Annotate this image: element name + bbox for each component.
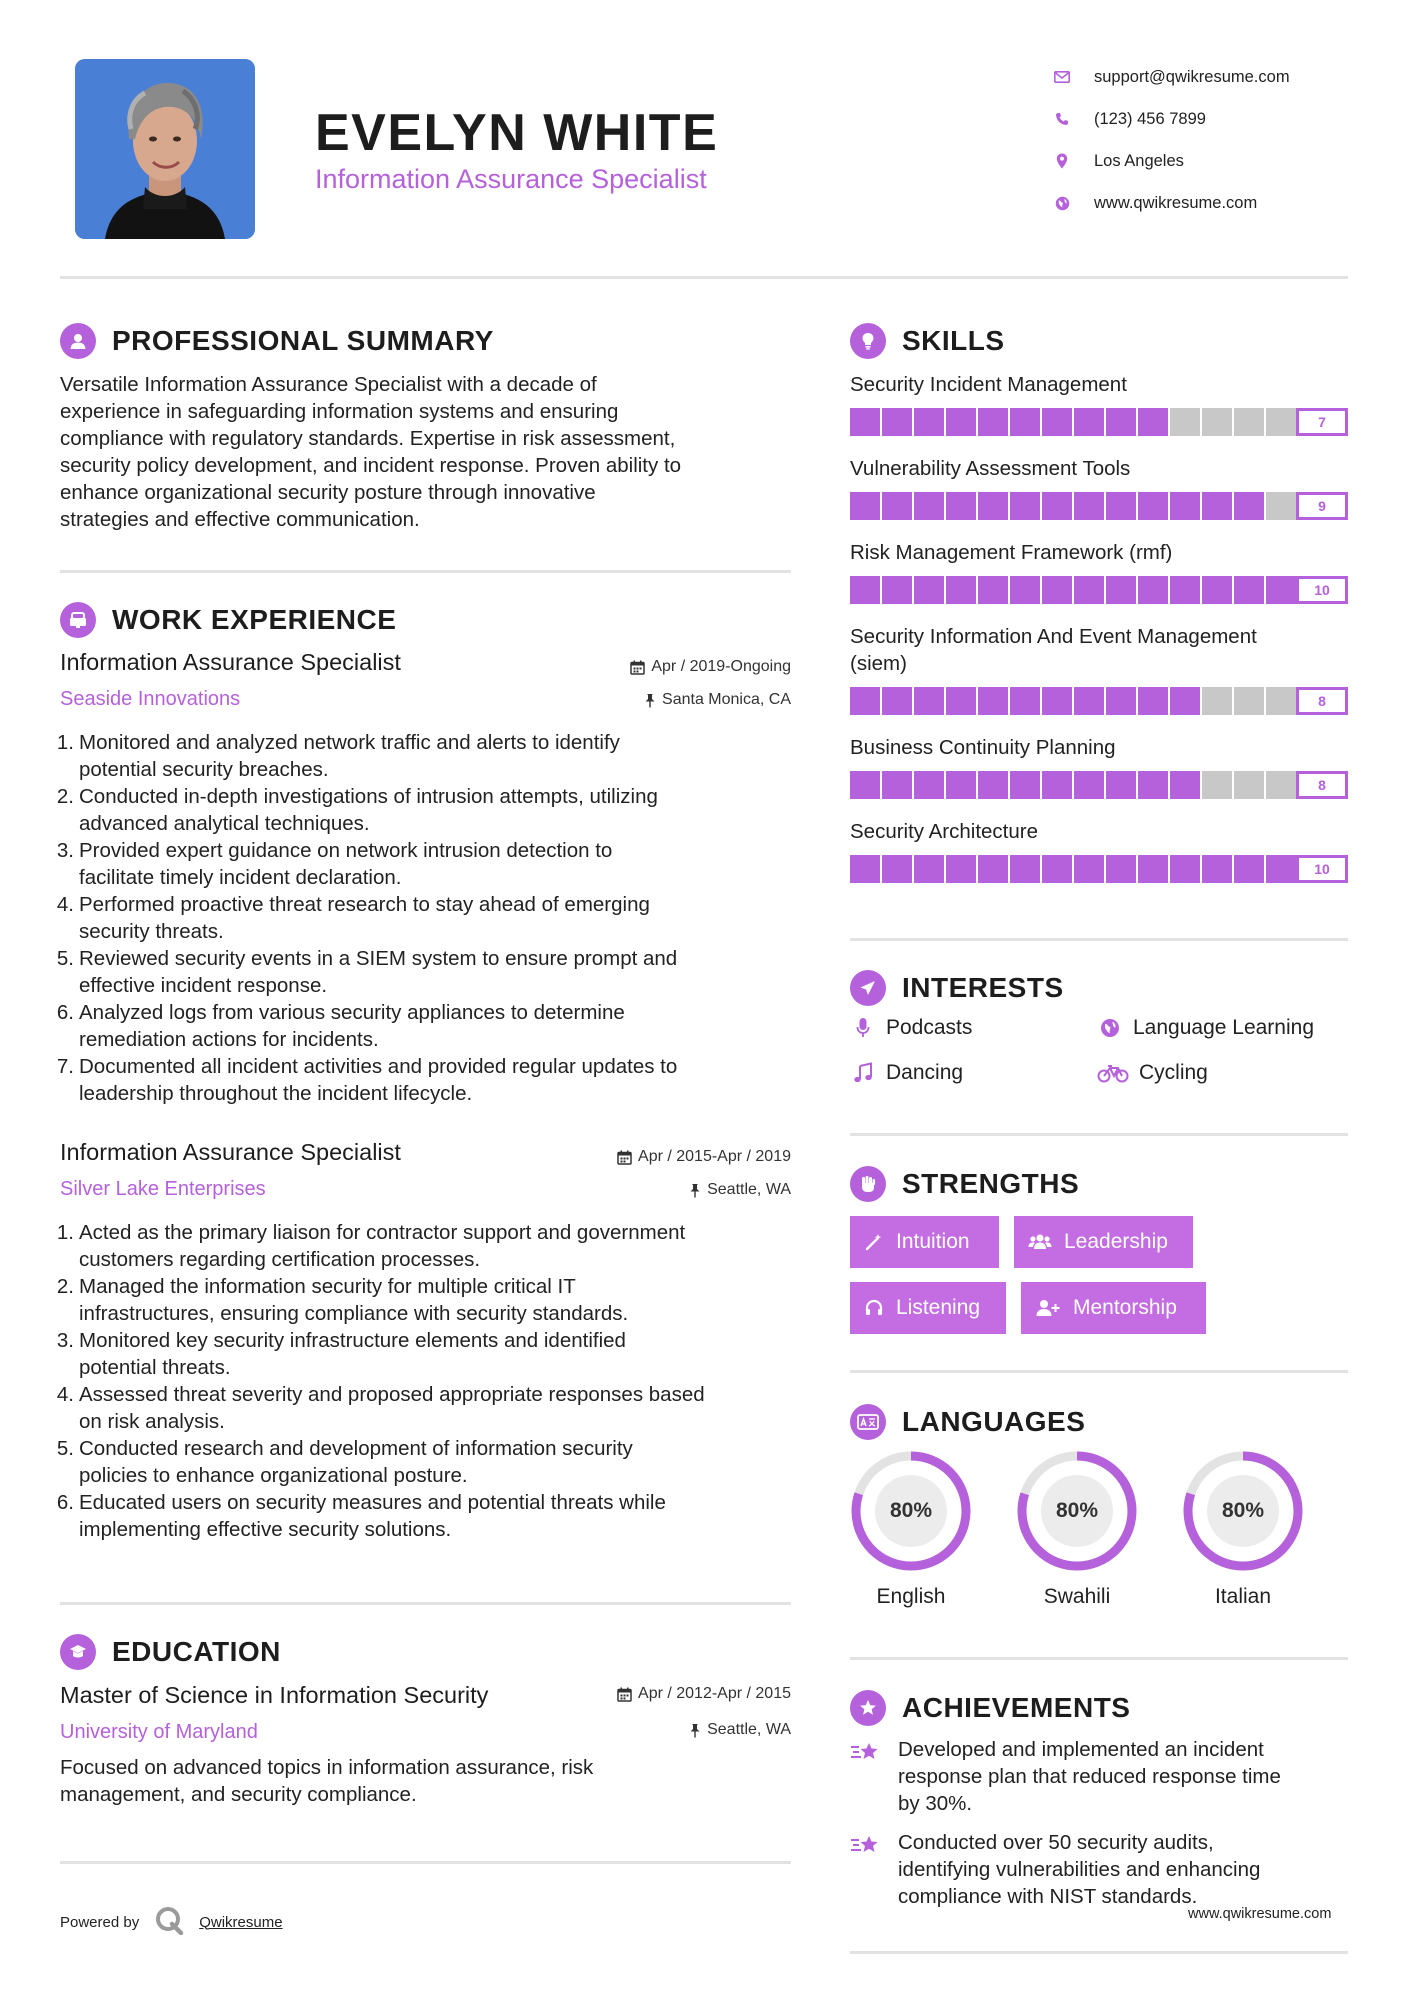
skill-bar-segment xyxy=(978,855,1010,883)
skill-bar-segment xyxy=(1234,408,1266,436)
education-dates-text: Apr / 2012-Apr / 2015 xyxy=(638,1685,791,1702)
list-item: 1. Acted as the primary liaison for contractor support and government customers regarding certification processes. xyxy=(56,1221,686,1271)
skill-bar-segment xyxy=(882,576,914,604)
degree-title: Master of Science in Information Security xyxy=(60,1682,489,1708)
skill-bar-segment xyxy=(1202,687,1234,715)
footer-website[interactable]: www.qwikresume.com xyxy=(1188,1906,1332,1922)
summary-line: compliance with regulatory standards. Expertise in risk assessment, xyxy=(60,427,676,450)
achievement-line: identifying vulnerabilities and enhancing xyxy=(898,1858,1261,1881)
summary-title: PROFESSIONAL SUMMARY xyxy=(112,325,494,356)
skill-bar-segment xyxy=(1266,771,1298,799)
job-dates xyxy=(520,1148,791,1166)
skill-bar-segment xyxy=(1138,687,1170,715)
skill-bar-segment xyxy=(1074,687,1106,715)
skill-bar-segment xyxy=(978,576,1010,604)
skill-bar-segment xyxy=(1074,492,1106,520)
skill-bar-segment xyxy=(1170,687,1202,715)
list-item: 6. Analyzed logs from various security appliances to determine remediation actions for incidents. xyxy=(56,1001,625,1051)
envelope-icon xyxy=(1050,65,1074,89)
section-divider xyxy=(60,1861,791,1864)
education-dates xyxy=(520,1685,791,1703)
skill-bar-segment xyxy=(1266,408,1298,436)
skill-score: 7 xyxy=(1296,408,1348,436)
list-item: 7. Documented all incident activities and provided regular updates to leadership throughout the incident lifecycle. xyxy=(56,1055,678,1105)
skill-bar-segment xyxy=(1170,771,1202,799)
interest-label: Language Learning xyxy=(1133,1016,1315,1039)
skill-bar-segment xyxy=(1266,855,1298,883)
skill-level-bar xyxy=(850,492,1298,520)
skill-bar-segment xyxy=(1202,408,1234,436)
skill-bar-segment xyxy=(1234,687,1266,715)
skill-name xyxy=(850,734,1348,761)
education-description xyxy=(60,1754,800,1808)
skill-name-line: Business Continuity Planning xyxy=(850,736,1116,759)
education-location-text: Seattle, WA xyxy=(707,1721,791,1738)
fist-icon xyxy=(850,1166,886,1202)
skill-name-line: Vulnerability Assessment Tools xyxy=(850,457,1131,480)
language-percent: 80% xyxy=(889,1499,933,1522)
skill-name xyxy=(850,455,1348,482)
contact-email[interactable] xyxy=(1050,56,1380,98)
skill-name xyxy=(850,818,1348,845)
strength-label: Intuition xyxy=(896,1230,970,1253)
education-line: management, and security compliance. xyxy=(60,1783,417,1806)
skill-score: 8 xyxy=(1296,687,1348,715)
list-item: 3. Provided expert guidance on network intrusion detection to facilitate timely incident declaration. xyxy=(56,839,613,889)
paper-plane-icon xyxy=(850,970,886,1006)
skill-name-line: Security Information And Event Management xyxy=(850,625,1257,648)
skill-bar-segment xyxy=(1042,492,1074,520)
skill-name-line: Security Architecture xyxy=(850,820,1038,843)
achievement-line: response plan that reduced response time xyxy=(898,1765,1281,1788)
section-divider xyxy=(850,1133,1348,1136)
interest-label: Dancing xyxy=(886,1061,964,1084)
skill-bar-segment xyxy=(1042,771,1074,799)
interests-heading xyxy=(850,970,1064,1006)
skill-bar-segment xyxy=(1138,408,1170,436)
skill-bar-segment xyxy=(882,687,914,715)
summary-heading xyxy=(60,323,494,359)
user-plus-icon xyxy=(1035,1298,1061,1318)
skill-bar-segment xyxy=(1010,771,1042,799)
skill-name xyxy=(850,371,1348,398)
portrait-photo xyxy=(75,59,255,239)
skill-bar-segment xyxy=(882,771,914,799)
microphone-icon xyxy=(850,1017,876,1039)
skill-bar-segment xyxy=(1266,576,1298,604)
interests-title: INTERESTS xyxy=(902,972,1064,1003)
globe-icon xyxy=(1097,1018,1123,1038)
section-divider xyxy=(850,1370,1348,1373)
skill-bar-segment xyxy=(1010,576,1042,604)
skill-bar-segment xyxy=(946,771,978,799)
skill-bar-segment xyxy=(1010,855,1042,883)
strength-tag xyxy=(1014,1216,1193,1268)
skill-bar-segment xyxy=(850,492,882,520)
lightbulb-icon xyxy=(850,323,886,359)
skill-bar-segment xyxy=(1106,492,1138,520)
header-divider xyxy=(60,276,1348,279)
skill-bar-segment xyxy=(1106,855,1138,883)
strengths-heading xyxy=(850,1166,1079,1202)
skill-bar-segment xyxy=(1170,576,1202,604)
skill-bar-segment xyxy=(850,687,882,715)
skill-bar-segment xyxy=(1234,855,1266,883)
skill-level-bar xyxy=(850,408,1298,436)
language-percent: 80% xyxy=(1055,1499,1099,1522)
skill-bar-segment xyxy=(914,687,946,715)
music-note-icon xyxy=(850,1062,876,1084)
skill-bar-segment xyxy=(1234,492,1266,520)
language-percent: 80% xyxy=(1221,1499,1265,1522)
skill-score: 10 xyxy=(1296,855,1348,883)
skill-bar-segment xyxy=(978,771,1010,799)
job-dates-text: Apr / 2019-Ongoing xyxy=(651,658,791,675)
skill-bar-segment xyxy=(1106,687,1138,715)
summary-line: security policy development, and incident response. Proven ability to xyxy=(60,454,682,477)
user-icon xyxy=(60,323,96,359)
qwikresume-logo-icon xyxy=(153,1905,185,1939)
skill-score: 10 xyxy=(1296,576,1348,604)
education-line: Focused on advanced topics in information assurance, risk xyxy=(60,1756,594,1779)
skill-bar-segment xyxy=(1010,408,1042,436)
powered-by-label: Powered by xyxy=(60,1913,140,1931)
contact-location-text: Los Angeles xyxy=(1094,151,1184,170)
achievement-item xyxy=(850,1736,1281,1817)
skill-name xyxy=(850,539,1348,566)
skill-bar-segment xyxy=(914,855,946,883)
skill-level-bar xyxy=(850,576,1298,604)
job-company: Silver Lake Enterprises xyxy=(60,1178,266,1200)
skill-bar-segment xyxy=(946,576,978,604)
languages-title: LANGUAGES xyxy=(902,1406,1086,1437)
skill-bar-segment xyxy=(1170,492,1202,520)
strength-tag xyxy=(850,1282,1006,1334)
skill-bar-segment xyxy=(882,408,914,436)
skill-bar-segment xyxy=(914,771,946,799)
section-divider xyxy=(850,938,1348,941)
strength-tag xyxy=(1021,1282,1206,1334)
job-dates xyxy=(520,658,791,676)
job-location xyxy=(520,691,791,709)
summary-line: experience in safeguarding information systems and ensuring xyxy=(60,400,619,423)
pushpin-icon xyxy=(689,1723,701,1738)
skill-bar-segment xyxy=(1042,855,1074,883)
contact-email-text: support@qwikresume.com xyxy=(1094,67,1290,86)
powered-by xyxy=(60,1905,283,1939)
contact-phone-text: (123) 456 7899 xyxy=(1094,109,1206,128)
job-location-text: Seattle, WA xyxy=(707,1181,791,1198)
skill-bar-segment xyxy=(1170,855,1202,883)
skill-bar-segment xyxy=(946,492,978,520)
skill-bar-segment xyxy=(978,687,1010,715)
contact-website[interactable] xyxy=(1050,182,1380,224)
section-divider xyxy=(60,570,791,573)
phone-icon xyxy=(1050,107,1074,131)
skill-bar-segment xyxy=(978,408,1010,436)
skill-bar-segment xyxy=(1106,408,1138,436)
interest-label: Podcasts xyxy=(886,1016,973,1039)
skill-bar-segment xyxy=(882,855,914,883)
skill-bar-segment xyxy=(1266,687,1298,715)
skill-bar-segment xyxy=(1234,576,1266,604)
list-item: 4. Performed proactive threat research to stay ahead of emerging security threats. xyxy=(56,893,650,943)
users-icon xyxy=(1028,1232,1052,1252)
summary-line: strategies and effective communication. xyxy=(60,508,420,531)
list-item: 6. Educated users on security measures and potential threats while implementing effective security solutions. xyxy=(56,1491,666,1541)
skill-bar-segment xyxy=(850,576,882,604)
skill-bar-segment xyxy=(1010,492,1042,520)
education-heading xyxy=(60,1634,281,1670)
job-title: Information Assurance Specialist xyxy=(60,1139,401,1165)
interest-item xyxy=(850,1061,963,1085)
skill-bar-segment xyxy=(1042,408,1074,436)
section-divider xyxy=(60,1602,791,1605)
achievement-item xyxy=(850,1829,1260,1910)
job-company: Seaside Innovations xyxy=(60,688,241,710)
job-duties xyxy=(55,729,805,1107)
school-name: University of Maryland xyxy=(60,1721,258,1743)
job-location-text: Santa Monica, CA xyxy=(662,691,791,708)
skill-bar-segment xyxy=(946,855,978,883)
job-duties xyxy=(55,1219,805,1543)
achievement-line: compliance with NIST standards. xyxy=(898,1885,1198,1908)
skill-level-bar xyxy=(850,771,1298,799)
work-heading xyxy=(60,602,396,638)
summary-text xyxy=(60,371,800,533)
education-location xyxy=(520,1721,791,1739)
skill-bar-segment xyxy=(1202,492,1234,520)
skill-name-line: Risk Management Framework (rmf) xyxy=(850,541,1173,564)
briefcase-icon xyxy=(60,602,96,638)
calendar-icon xyxy=(630,660,645,675)
skill-bar-segment xyxy=(1042,576,1074,604)
pushpin-icon xyxy=(644,693,656,708)
contact-list xyxy=(1050,56,1380,224)
job-location xyxy=(520,1181,791,1199)
bicycle-icon xyxy=(1097,1063,1129,1083)
skill-bar-segment xyxy=(1138,855,1170,883)
skill-bar-segment xyxy=(1266,492,1298,520)
section-divider xyxy=(850,1951,1348,1954)
skill-level-bar xyxy=(850,687,1298,715)
skills-heading xyxy=(850,323,1005,359)
list-item: 2. Managed the information security for multiple critical IT infrastructures, ensuring compliance with security standards. xyxy=(56,1275,629,1325)
skill-bar-segment xyxy=(882,492,914,520)
achievements-title: ACHIEVEMENTS xyxy=(902,1692,1131,1723)
star-badge-icon xyxy=(850,1690,886,1726)
contact-phone[interactable] xyxy=(1050,98,1380,140)
interest-label: Cycling xyxy=(1139,1061,1208,1084)
skill-name-line: Security Incident Management xyxy=(850,373,1127,396)
calendar-icon xyxy=(617,1150,632,1165)
skill-bar-segment xyxy=(914,492,946,520)
skill-bar-segment xyxy=(1106,771,1138,799)
skill-bar-segment xyxy=(978,492,1010,520)
skill-bar-segment xyxy=(850,408,882,436)
education-title: EDUCATION xyxy=(112,1636,281,1667)
skill-bar-segment xyxy=(1106,576,1138,604)
skill-bar-segment xyxy=(1170,408,1202,436)
skill-bar-segment xyxy=(850,771,882,799)
strengths-title: STRENGTHS xyxy=(902,1168,1080,1199)
contact-location xyxy=(1050,140,1380,182)
skill-level-bar xyxy=(850,855,1298,883)
skill-bar-segment xyxy=(1074,855,1106,883)
location-pin-icon xyxy=(1050,149,1074,173)
interest-item xyxy=(1097,1016,1314,1040)
skill-bar-segment xyxy=(1202,576,1234,604)
summary-line: Versatile Information Assurance Specialist with a decade of xyxy=(60,373,597,396)
skill-bar-segment xyxy=(1138,771,1170,799)
achievement-line: by 30%. xyxy=(898,1792,973,1815)
skill-bar-segment xyxy=(946,408,978,436)
skill-bar-segment xyxy=(914,408,946,436)
list-item: 1. Monitored and analyzed network traffic and alerts to identify potential security breaches. xyxy=(56,731,620,781)
skill-bar-segment xyxy=(946,687,978,715)
skill-score: 9 xyxy=(1296,492,1348,520)
list-item: 3. Monitored key security infrastructure elements and identified potential threats. xyxy=(56,1329,626,1379)
shooting-star-icon xyxy=(850,1829,884,1910)
skill-name-line: (siem) xyxy=(850,652,907,675)
work-title: WORK EXPERIENCE xyxy=(112,604,397,635)
skill-bar-segment xyxy=(1138,576,1170,604)
skill-bar-segment xyxy=(850,855,882,883)
skill-bar-segment xyxy=(1074,576,1106,604)
skill-bar-segment xyxy=(1202,771,1234,799)
language-name: English xyxy=(876,1585,946,1608)
strength-label: Mentorship xyxy=(1073,1296,1177,1319)
skill-bar-segment xyxy=(1010,687,1042,715)
skill-bar-segment xyxy=(1234,771,1266,799)
language-card-icon xyxy=(850,1404,886,1440)
achievement-line: Conducted over 50 security audits, xyxy=(898,1831,1214,1854)
section-divider xyxy=(850,1657,1348,1660)
interest-item xyxy=(850,1016,972,1040)
profile-photo xyxy=(75,59,255,239)
skill-name xyxy=(850,623,1348,677)
job-dates-text: Apr / 2015-Apr / 2019 xyxy=(638,1148,791,1165)
skill-bar-segment xyxy=(1202,855,1234,883)
strength-label: Listening xyxy=(896,1296,981,1319)
languages-heading xyxy=(850,1404,1085,1440)
skill-bar-segment xyxy=(1138,492,1170,520)
skills-title: SKILLS xyxy=(902,325,1005,356)
job-title: Information Assurance Specialist xyxy=(60,649,401,675)
graduation-icon xyxy=(60,1634,96,1670)
skill-bar-segment xyxy=(914,576,946,604)
language-name: Italian xyxy=(1214,1585,1272,1608)
achievements-heading xyxy=(850,1690,1130,1726)
list-item: 5. Conducted research and development of information security policies to enhance organizational posture. xyxy=(56,1437,633,1487)
summary-line: enhance organizational security posture through innovative xyxy=(60,481,596,504)
pushpin-icon xyxy=(689,1183,701,1198)
skill-bar-segment xyxy=(1074,408,1106,436)
skill-score: 8 xyxy=(1296,771,1348,799)
globe-icon xyxy=(1050,191,1074,215)
list-item: 4. Assessed threat severity and proposed appropriate responses based on risk analysis. xyxy=(56,1383,705,1433)
candidate-role: Information Assurance Specialist xyxy=(315,164,707,194)
list-item: 2. Conducted in-depth investigations of intrusion attempts, utilizing advanced analytical techniques. xyxy=(56,785,658,835)
headphones-icon xyxy=(864,1298,884,1318)
candidate-name: EVELYN WHITE xyxy=(315,104,719,162)
skill-bar-segment xyxy=(1042,687,1074,715)
language-name: Swahili xyxy=(1043,1585,1111,1608)
shooting-star-icon xyxy=(850,1736,884,1817)
strength-tag xyxy=(850,1216,999,1268)
qwikresume-link[interactable]: Qwikresume xyxy=(199,1913,283,1931)
magic-wand-icon xyxy=(864,1232,884,1252)
interest-item xyxy=(1097,1061,1208,1085)
strength-label: Leadership xyxy=(1064,1230,1168,1253)
calendar-icon xyxy=(617,1687,632,1702)
achievement-line: Developed and implemented an incident xyxy=(898,1738,1264,1761)
skill-bar-segment xyxy=(1074,771,1106,799)
contact-website-text: www.qwikresume.com xyxy=(1094,193,1258,212)
list-item: 5. Reviewed security events in a SIEM system to ensure prompt and effective incident response. xyxy=(56,947,678,997)
